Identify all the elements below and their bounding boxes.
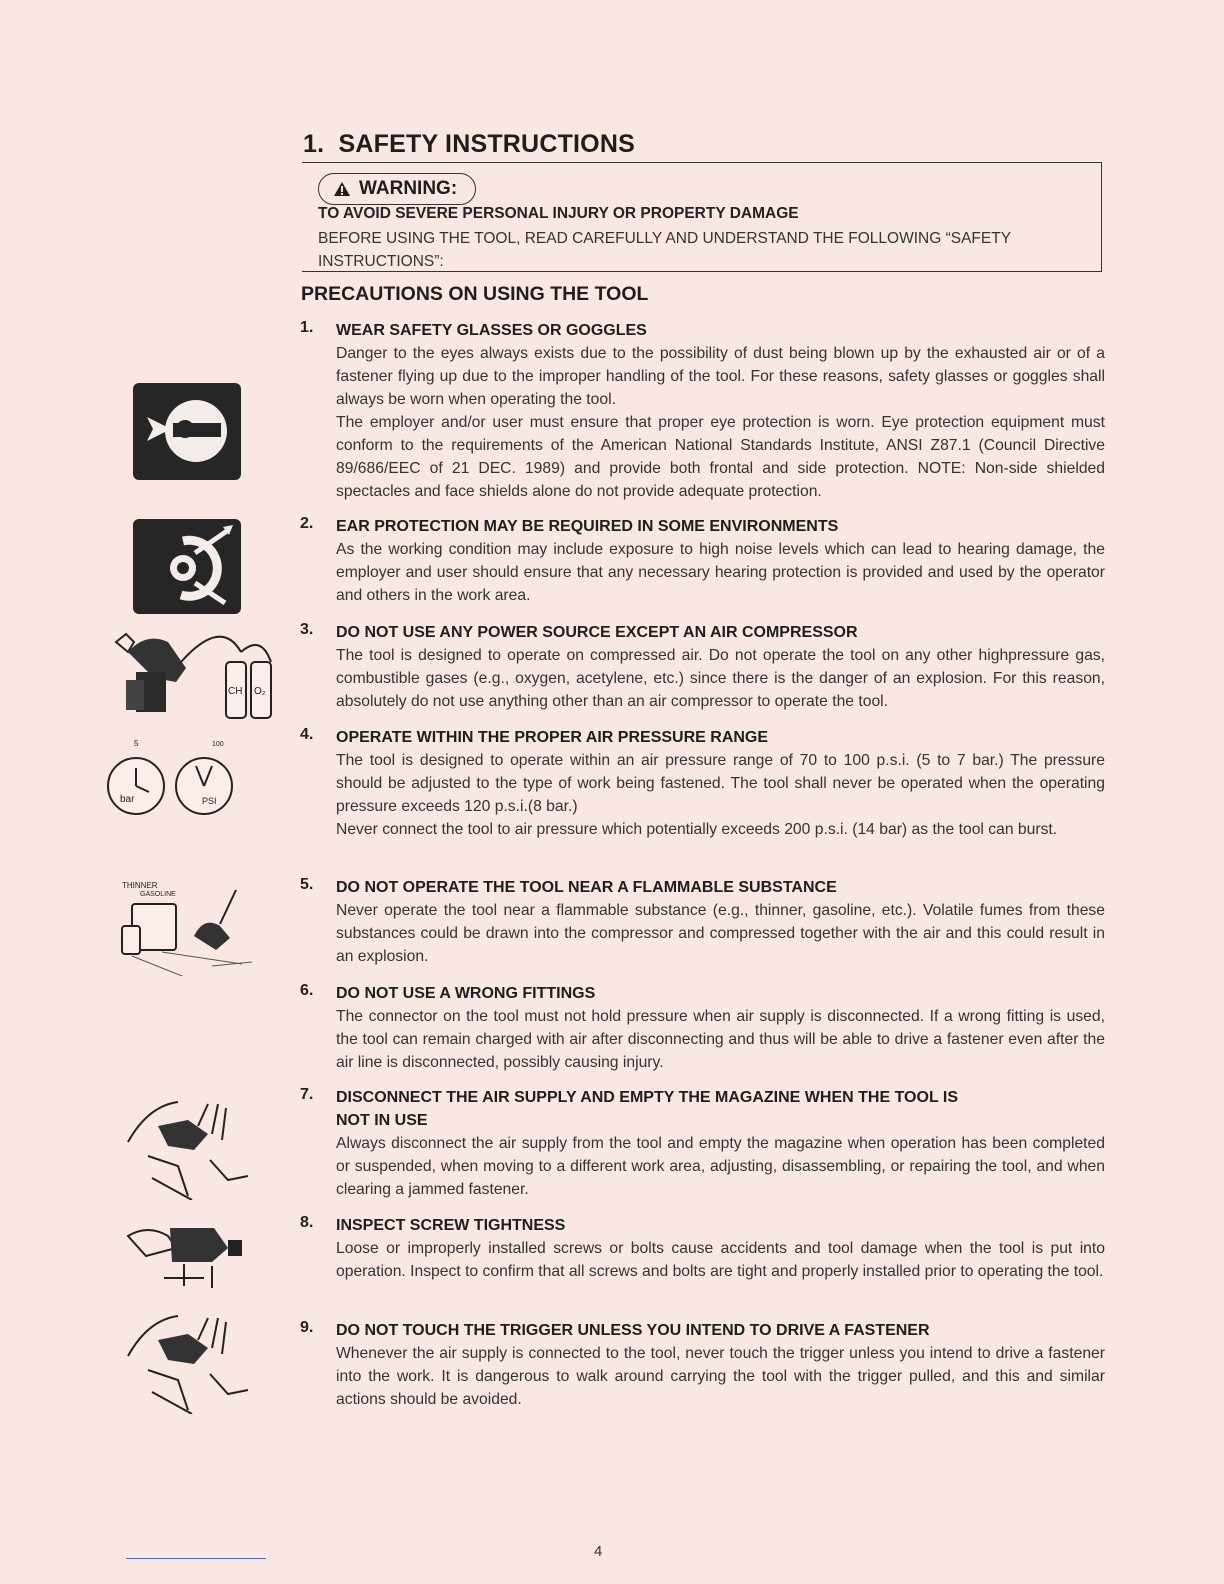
precaution-item-4 [300, 726, 1105, 841]
gauge-right-label: PSI [202, 796, 217, 806]
gauge-left-label: bar [120, 794, 135, 805]
warning-heading: TO AVOID SEVERE PERSONAL INJURY OR PROPERTY DAMAGE [318, 205, 799, 222]
item-number: 4. [300, 726, 314, 743]
pressure-gauges-illustration [104, 736, 259, 824]
item-number: 5. [300, 876, 314, 893]
item-body: Always disconnect the air supply from the tool and empty the magazine when operation has been completed or suspended, when moving to a different work area, adjusting, disassembling, or repairing the tool, and when clearing a jammed fastener. [336, 1135, 1105, 1198]
page-number: 4 [594, 1543, 603, 1560]
item-body-2: The employer and/or user must ensure that proper eye protection is worn. Eye protection equipment must conform to the requirements of the American National Standards Institute, ANSI Z87.1 (Council Directive 89/686/EEC of 21 DEC. 1989) and provide both frontal and side protection. NOTE: Non-side shielded spectacles and face shields alone do not provide adequate protection. [336, 414, 1105, 500]
item-title: DO NOT USE ANY POWER SOURCE EXCEPT AN AIR COMPRESSOR [336, 624, 858, 641]
item-body: The connector on the tool must not hold pressure when air supply is disconnected. If a wrong fitting is used, the tool can remain charged with air after disconnecting and thus will be able to drive a fastener even after the air line is disconnected, possibly causing injury. [336, 1008, 1105, 1071]
gauge-right-scale: 100 [212, 741, 224, 748]
cylinder-label-b: O₂ [254, 686, 266, 697]
item-body: Whenever the air supply is connected to the tool, never touch the trigger unless you intend to drive a fastener into the work. It is dangerous to walk around carrying the tool with the trigger pulled, and this and similar actions should be avoided. [336, 1345, 1105, 1408]
item-body: Loose or improperly installed screws or bolts cause accidents and tool damage when the tool is put into operation. Inspect to confirm that all screws and bolts are tight and properly installed prior to operating the tool. [336, 1240, 1105, 1280]
nailer-gas-cylinders-illustration [106, 622, 276, 727]
item-number: 7. [300, 1086, 314, 1103]
precaution-item-7 [300, 1086, 1105, 1201]
can-label-b: GASOLINE [140, 891, 176, 898]
ear-protection-icon [133, 519, 241, 614]
item-number: 8. [300, 1214, 314, 1231]
item-body: The tool is designed to operate on compressed air. Do not operate the tool on any other highpressure gas, combustible gases (e.g., oxygen, acetylene, etc.) since there is the danger of an explosion. For this reason, absolutely do not use anything other than an air compressor to operate the tool. [336, 647, 1105, 710]
item-body: The tool is designed to operate within an air pressure range of 70 to 100 p.s.i. (5 to 7 bar.) The pressure should be adjusted to the type of work being fastened. The tool shall never be operated when the operating pressure exceeds 120 p.s.i.(8 bar.) [336, 752, 1105, 815]
item-title: DISCONNECT THE AIR SUPPLY AND EMPTY THE MAGAZINE WHEN THE TOOL IS [336, 1089, 958, 1106]
precaution-item-2 [300, 515, 1105, 607]
safety-goggles-icon [133, 383, 241, 480]
item-title: DO NOT TOUCH THE TRIGGER UNLESS YOU INTEND TO DRIVE A FASTENER [336, 1322, 930, 1339]
item-title: DO NOT USE A WRONG FITTINGS [336, 985, 596, 1002]
item-number: 2. [300, 515, 314, 532]
precautions-title: PRECAUTIONS ON USING THE TOOL [301, 283, 649, 305]
flammable-substance-illustration [112, 876, 262, 976]
item-title: WEAR SAFETY GLASSES OR GOGGLES [336, 322, 647, 339]
item-number: 3. [300, 621, 314, 638]
item-title: INSPECT SCREW TIGHTNESS [336, 1217, 566, 1234]
precaution-item-1 [300, 319, 1105, 503]
warning-badge [318, 173, 476, 205]
item-title: EAR PROTECTION MAY BE REQUIRED IN SOME ENVIRONMENTS [336, 518, 839, 535]
item-number: 9. [300, 1319, 314, 1336]
precaution-item-3 [300, 621, 1105, 713]
precaution-item-5 [300, 876, 1105, 968]
warning-body: BEFORE USING THE TOOL, READ CAREFULLY AND UNDERSTAND THE FOLLOWING “SAFETY INSTRUCTIONS”: [318, 230, 1011, 270]
item-title: OPERATE WITHIN THE PROPER AIR PRESSURE RANGE [336, 729, 769, 746]
trigger-warning-illustration [118, 1310, 258, 1414]
section-title-text: SAFETY INSTRUCTIONS [338, 130, 635, 158]
item-body-2: Never connect the tool to air pressure which potentially exceeds 200 p.s.i. (14 bar) as the tool can burst. [336, 821, 1058, 838]
disconnect-air-supply-illustration [118, 1096, 258, 1200]
footnote-rule [126, 1558, 266, 1559]
item-title-2: NOT IN USE [336, 1112, 428, 1129]
can-label-a: THINNER [122, 881, 158, 890]
warning-label: WARNING: [359, 178, 458, 199]
precaution-item-8 [300, 1214, 1105, 1283]
section-title [303, 130, 635, 159]
gauge-left-scale: 5 [134, 739, 139, 748]
precaution-item-6 [300, 982, 1105, 1074]
item-body: Never operate the tool near a flammable substance (e.g., thinner, gasoline, etc.). Volatile fumes from these substances could be drawn into the compressor and compressed together with the air and this could result in an explosion. [336, 902, 1105, 965]
item-number: 1. [300, 319, 314, 336]
item-body: Danger to the eyes always exists due to the possibility of dust being blown up by the exhausted air or of a fastener flying up due to the improper handling of the tool. For these reasons, safety glasses or goggles shall always be worn when operating the tool. [336, 345, 1105, 408]
cylinder-label-a: CH [228, 686, 243, 697]
precaution-item-9 [300, 1319, 1105, 1411]
item-title: DO NOT OPERATE THE TOOL NEAR A FLAMMABLE SUBSTANCE [336, 879, 837, 896]
inspect-screws-illustration [124, 1218, 252, 1290]
item-body: As the working condition may include exposure to high noise levels which can lead to hearing damage, the employer and user should ensure that any necessary hearing protection is provided and used by the operator and others in the work area. [336, 541, 1105, 604]
section-number: 1. [303, 130, 325, 158]
warning-triangle-icon [333, 181, 351, 197]
item-number: 6. [300, 982, 314, 999]
warning-box [302, 162, 1102, 272]
